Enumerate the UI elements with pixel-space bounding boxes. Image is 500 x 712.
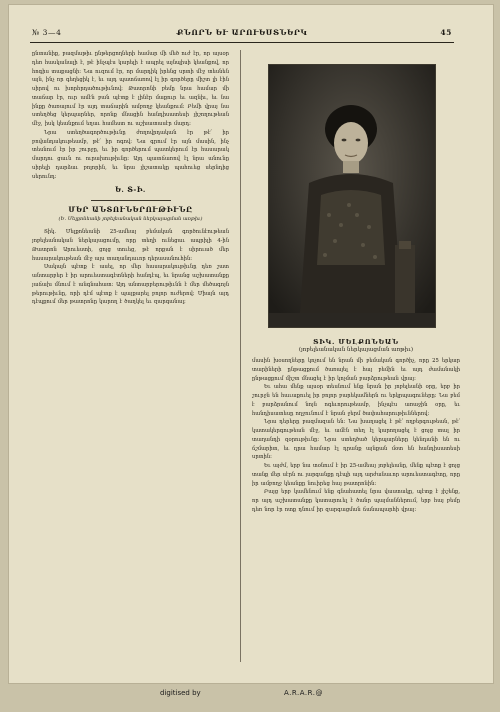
article-paragraph: Նրա ստեղծագործութիւնը ժողովրդական էր թէ՛ իր բովանդակութեամբ, թէ՛ իր ոգով։ Նա գրում էր այն մասին, ինչ տեսնում էր իր շուրջը, եւ իր գործերում պատկերում էր հասարակ մարդու ցաւն ու ուրախութիւնը։ Այդ պատճառով էլ նրա անունը սիրելի դարձաւ բոլորին, եւ նրա յիշատակը պահուեց սերնդից սերունդ։: [32, 129, 229, 180]
article-paragraph: մասին խօսողները կոչում են նրան մի բեմական գործիչ, որը 25 երկար տարիների ընթացքում ծառայել է հայ բեմին եւ այդ ժամանակի ընթացքում միշտ մնացել է իր կոչման բարձրութեան վրայ։: [252, 358, 460, 382]
document-page: [8, 4, 494, 684]
article-paragraph: Նրա դերերը բազմազան են։ Նա խաղացել է թէ՛ ողբերգութեան, թէ՛ կատակերգութեան մէջ, եւ ամէն տեղ էլ կարողացել է ցոյց տալ իր տաղանդի զօրութիւնը։ Նրա ստեղծած կերպարները կենդանի են ու ճշմարիտ, եւ դրա համար էլ դրանք այնքան մօտ են հանդիսատեսի սրտին։: [252, 419, 460, 461]
photo-caption-subtitle: (յոբելեանական ներկայացման առթիւ): [298, 347, 414, 353]
article-paragraph: Սակայն պէտք է ասել, որ մեր հասարակութիւնը դեռ շատ անտարբեր է իր արուեստագէտների հանդէպ, եւ նրանց աշխատանքը յաճախ մնում է անգնահատ։ Այդ անտարբերութիւնն է մեր մեծագոյն թերութիւնը, որի դէմ պէտք է պայքարել բոլոր ուժերով։ Միայն այդ դէպքում մեր թատրոնը կարող է ծաղկել եւ զարգանալ։: [32, 264, 229, 306]
page-number: 45: [440, 28, 452, 37]
portrait-photo: [268, 64, 436, 328]
left-column: [32, 50, 229, 307]
journal-title: ՔՆՈՐՆ ԵՒ ԱՐՈՒԵՍՏՆԵՐԿ: [176, 28, 308, 37]
article-paragraph: Տիկ. Մելքոնեանի 25-ամեայ բեմական գործունէութեան յոբելեանական ներկայացումը, որը տեղի ունեցաւ ապրիլի 4-ին Թատրոն Արուեստի, ցոյց տուեց, թէ որքան է սիրուած մեր հասարակութեան մէջ այս տաղանդաւոր դերասանուհին։: [32, 229, 229, 262]
section-heading: ՄԵՐ ԱՆՏՈՒՆԵՐՈՒԹԻՒՆԸ: [68, 205, 193, 215]
article-signature: Ե. Տ-Ի.: [115, 185, 146, 195]
issue-number: № 3—4: [32, 28, 62, 37]
digitised-by-label: digitised by: [160, 689, 201, 697]
article-paragraph: Բայց երբ կամենում ենք գնահատել նրա վաստակը, պէտք է յիշենք, որ այդ աշխատանքը կատարուել է ծանր պայմաններում, երբ հայ բեմը դեռ նոր էր ոտք դնում իր զարգացման ճանապարհի վրայ։: [252, 489, 460, 513]
section-divider: [91, 200, 171, 201]
section-subheading: (Ե. Մելքոնեանի յոբելեանական ներկայացման առթիւ): [58, 216, 203, 223]
right-column: [252, 50, 460, 515]
page-header: [30, 26, 454, 43]
photo-caption-name: ՏԻԿ. ՄԵԼՔՈՆԵԱՆ: [312, 338, 400, 346]
article-paragraph: Եւ ահա մենք այսօր տեսնում ենք նրան իր յոբելեանի օրը, երբ իր շուրջն են հաւաքուել իր բոլոր բարեկամներն ու երկրպագուները։ Նա բեմ է բարձրանում նոյն ոգեւորութեամբ, ինչպէս առաջին օրը, եւ հանդիսատեսը ողջունում է նրան ջերմ ծափահարութիւններով։: [252, 384, 460, 417]
article-paragraph: ընտանիք, բազմաթիւ ընթերցողների համար մի մեծ ուժ էր, որ այսօր դեռ հասկանալի է, թէ ինչպէս կարելի է ապրել այնպիսի կեանքով, որ հոգիս տաքացնի։ Նա ուզում էր, որ մարդիկ իրենց սրտի մէջ տեսնեն այն, ինչ որ գեղեցիկ է, եւ այդ պատճառով էլ իր գործերը միշտ լի էին սիրով ու խորհրդածութիւնով։ Թատրոնի բեմը նրա համար մի տաճար էր, ուր ամէն բան պէտք է լինէր մաքուր եւ ազնիւ, եւ նա ինքը ծառայում էր այդ տաճարին ամբողջ կեանքում։ Բեմի վրայ նա ստեղծեց կերպարներ, որոնք մնացին հանդիսատեսի յիշողութեան մէջ, իսկ կեանքում եղաւ համեստ ու աշխատասէր մարդ։: [32, 51, 229, 127]
column-divider: [240, 50, 241, 662]
arar-logo-text: A.R.A.R.@: [284, 689, 323, 697]
portrait-image: [269, 65, 435, 327]
article-paragraph: Եւ այժմ, երբ նա տօնում է իր 25-ամեայ յոբելեանը, մենք պէտք է ցոյց տանք մեր սէրն ու յարգանքը դէպի այդ արժանաւոր արուեստագէտը, որը իր ամբողջ կեանքը նուիրեց հայ թատրոնին։: [252, 463, 460, 487]
digitization-footer: [0, 689, 500, 703]
